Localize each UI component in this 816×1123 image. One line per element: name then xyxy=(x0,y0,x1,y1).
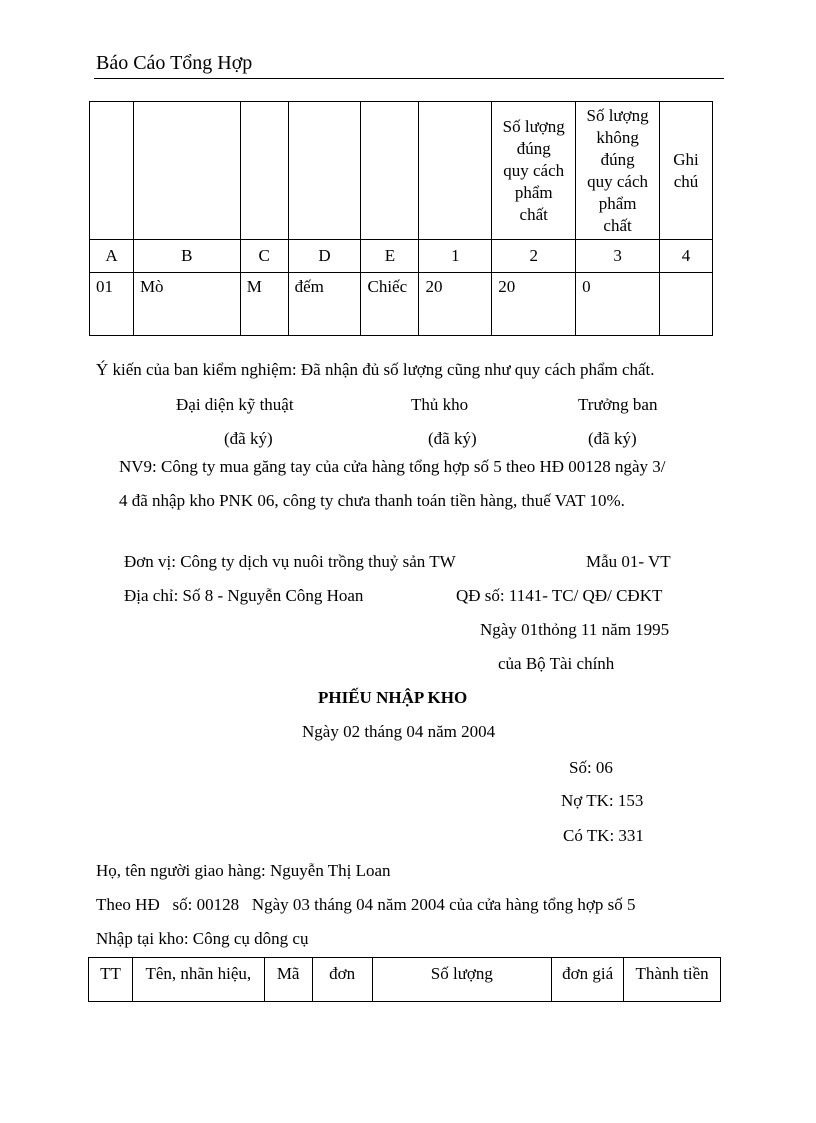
header-line: phẩm xyxy=(598,193,637,213)
header-cell xyxy=(419,102,492,240)
table-cell: đếm xyxy=(288,273,361,336)
table-code-row xyxy=(90,240,713,273)
header-line: Số lượng xyxy=(586,105,649,125)
header-line: quy cách xyxy=(587,171,649,191)
header-line: chất xyxy=(519,204,548,224)
signature-role-head: Trưởng ban xyxy=(578,395,658,414)
receipt-table xyxy=(88,957,721,1002)
header-divider xyxy=(94,78,724,79)
signature-status: (đã ký) xyxy=(224,429,273,448)
form-date: Ngày 02 tháng 04 năm 2004 xyxy=(302,722,496,741)
table-header-row xyxy=(89,958,721,1002)
header-line: không xyxy=(596,127,639,147)
form-template: Mẫu 01- VT xyxy=(586,552,671,571)
code-cell: 3 xyxy=(576,240,660,273)
page-header-title: Báo Cáo Tổng Hợp xyxy=(96,52,253,74)
form-title: PHIẾU NHẬP KHO xyxy=(318,688,468,707)
code-cell: C xyxy=(240,240,288,273)
code-cell: B xyxy=(133,240,240,273)
header-line: chất xyxy=(603,215,632,235)
inspection-opinion: Ý kiến của ban kiểm nghiệm: Đã nhận đủ số lượng cũng như quy cách phẩm chất. xyxy=(96,360,655,379)
header-cell: đơn xyxy=(312,958,372,1002)
header-cell xyxy=(240,102,288,240)
header-cell-note xyxy=(660,102,713,240)
table-cell: 01 xyxy=(90,273,134,336)
header-cell: Mã xyxy=(264,958,312,1002)
header-line: quy cách xyxy=(503,160,565,180)
header-line: đúng xyxy=(600,149,635,169)
header-cell-qty-ok xyxy=(492,102,576,240)
code-cell: 1 xyxy=(419,240,492,273)
table-cell: 20 xyxy=(419,273,492,336)
form-ministry: của Bộ Tài chính xyxy=(498,654,615,673)
form-contract: Theo HĐ số: 00128 Ngày 03 tháng 04 năm 2004 của cửa hàng tổng hợp số 5 xyxy=(96,895,636,914)
header-cell xyxy=(133,102,240,240)
header-cell: đơn giá xyxy=(552,958,624,1002)
form-number: Số: 06 xyxy=(569,758,613,777)
signature-role-technical: Đại diện kỹ thuật xyxy=(176,395,294,414)
nv9-line-2: 4 đã nhập kho PNK 06, công ty chưa thanh toán tiền hàng, thuế VAT 10%. xyxy=(119,491,625,510)
signature-status: (đã ký) xyxy=(588,429,637,448)
header-cell xyxy=(288,102,361,240)
code-cell: D xyxy=(288,240,361,273)
header-cell: Thành tiền xyxy=(624,958,721,1002)
form-deliverer: Họ, tên người giao hàng: Nguyễn Thị Loan xyxy=(96,861,391,880)
table-cell: 0 xyxy=(576,273,660,336)
table-header-row xyxy=(90,102,713,240)
code-cell: 4 xyxy=(660,240,713,273)
form-unit: Đơn vị: Công ty dịch vụ nuôi trồng thuỷ sản TW xyxy=(124,552,456,571)
form-credit-account: Có TK: 331 xyxy=(563,826,644,845)
table-cell: M xyxy=(240,273,288,336)
inspection-table xyxy=(89,101,713,336)
signature-role-storekeeper: Thủ kho xyxy=(411,395,469,414)
nv9-line-1: NV9: Công ty mua găng tay của cửa hàng tổng hợp số 5 theo HĐ 00128 ngày 3/ xyxy=(119,457,666,476)
header-line: Số lượng xyxy=(502,116,565,136)
signature-status: (đã ký) xyxy=(428,429,477,448)
form-debit-account: Nợ TK: 153 xyxy=(561,791,644,810)
form-address: Địa chỉ: Số 8 - Nguyễn Công Hoan xyxy=(124,586,364,605)
form-warehouse: Nhập tại kho: Công cụ dông cụ xyxy=(96,929,309,948)
table-cell: Mò xyxy=(133,273,240,336)
table-row xyxy=(90,273,713,336)
header-cell: TT xyxy=(89,958,133,1002)
form-decision-date: Ngày 01thỏng 11 năm 1995 xyxy=(480,620,670,639)
header-line: Ghi xyxy=(673,149,699,169)
table-cell: Chiếc xyxy=(361,273,419,336)
code-cell: E xyxy=(361,240,419,273)
header-cell: Số lượng xyxy=(372,958,552,1002)
header-line: chú xyxy=(673,171,699,191)
form-decision: QĐ số: 1141- TC/ QĐ/ CĐKT xyxy=(456,586,663,605)
table-cell: 20 xyxy=(492,273,576,336)
header-cell: Tên, nhãn hiệu, xyxy=(132,958,264,1002)
code-cell: A xyxy=(90,240,134,273)
table-cell xyxy=(660,273,713,336)
header-line: đúng xyxy=(516,138,551,158)
header-cell xyxy=(90,102,134,240)
header-cell-qty-not-ok xyxy=(576,102,660,240)
header-line: phẩm xyxy=(514,182,553,202)
code-cell: 2 xyxy=(492,240,576,273)
header-cell xyxy=(361,102,419,240)
